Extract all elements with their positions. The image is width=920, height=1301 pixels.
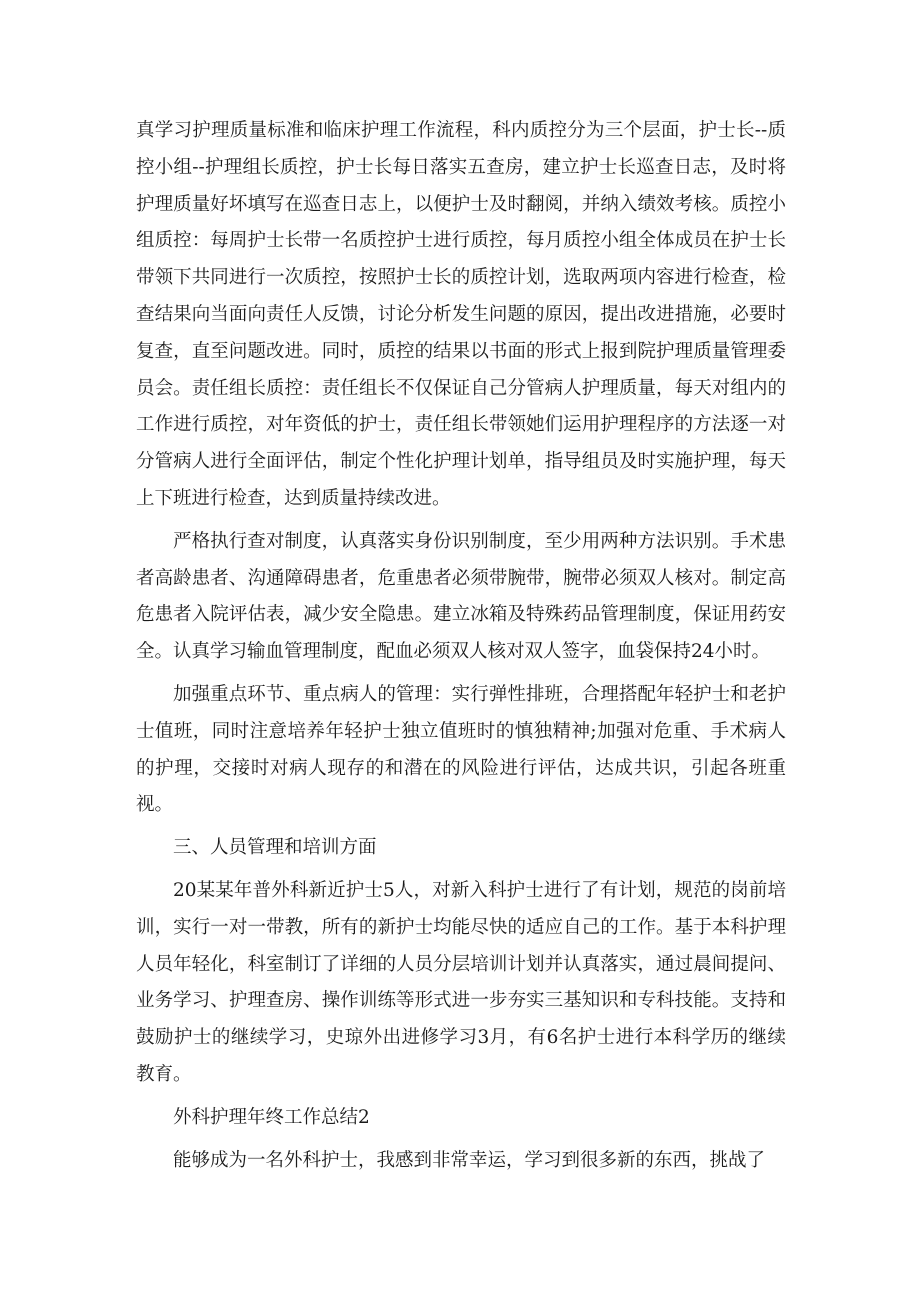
paragraph-verification-system: 严格执行查对制度，认真落实身份识别制度，至少用两种方法识别。手术患者高龄患者、沟通障碍患者，危重患者必须带腕带，腕带必须双人核对。制定高危患者入院评估表，减少安全隐患。建立冰箱及特殊药品管理制度，保证用药安全。认真学习输血管理制度，配血必须双人核对双人签字，血袋保持24小时。 — [136, 530, 786, 663]
paragraph-summary-2-intro: 能够成为一名外科护士，我感到非常幸运，学习到很多新的东西，挑战了 — [173, 1149, 766, 1171]
section-heading-summary-2: 外科护理年终工作总结2 — [173, 1106, 370, 1128]
document-body — [136, 113, 786, 1185]
section-heading-staff-training: 三、人员管理和培训方面 — [173, 837, 377, 859]
paragraph-staff-training: 20某某年普外科新近护士5人，对新入科护士进行了有计划，规范的岗前培训，实行一对一带教，所有的新护士均能尽快的适应自己的工作。基于本科护理人员年轻化，科室制订了详细的人员分层培训计划并认真落实，通过晨间提问、业务学习、护理查房、操作训练等形式进一步夯实三基知识和专科技能。支持和鼓励护士的继续学习，史琼外出进修学习3月，有6名护士进行本科学历的继续教育。 — [136, 879, 786, 1085]
paragraph-quality-control: 真学习护理质量标准和临床护理工作流程，科内质控分为三个层面，护士长--质控小组--护理组长质控，护士长每日落实五查房，建立护士长巡查日志，及时将护理质量好坏填写在巡查日志上，以便护士及时翻阅，并纳入绩效考核。质控小组质控：每周护士长带一名质控护士进行质控，每月质控小组全体成员在护士长带领下共同进行一次质控，按照护士长的质控计划，选取两项内容进行检查，检查结果向当面向责任人反馈，讨论分析发生问题的原因，提出改进措施，必要时复查，直至问题改进。同时，质控的结果以书面的形式上报到院护理质量管理委员会。责任组长质控：责任组长不仅保证自己分管病人护理质量，每天对组内的工作进行质控，对年资低的护士，责任组长带领她们运用护理程序的方法逐一对分管病人进行全面评估，制定个性化护理计划单，指导组员及时实施护理，每天上下班进行检查，达到质量持续改进。 — [136, 120, 786, 509]
paragraph-key-patients: 加强重点环节、重点病人的管理：实行弹性排班，合理搭配年轻护士和老护士值班，同时注意培养年轻护士独立值班时的慎独精神;加强对危重、手术病人的护理，交接时对病人现存的和潜在的风险进行评估，达成共识，引起各班重视。 — [136, 683, 786, 816]
